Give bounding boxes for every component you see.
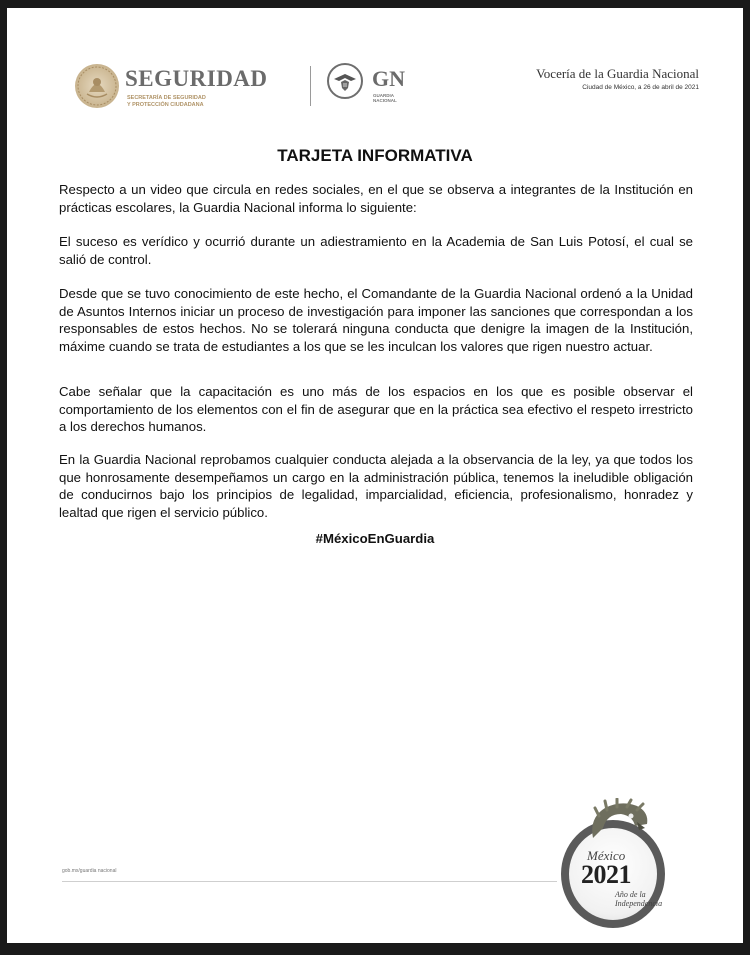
seguridad-subtitle-line1: SECRETARÍA DE SEGURIDAD (127, 95, 206, 101)
document-date: Ciudad de México, a 26 de abril de 2021 (582, 84, 699, 91)
badge-year: 2021 (581, 860, 631, 889)
paragraph-2: El suceso es verídico y ocurrió durante un adiestramiento en la Academia de San Luis Potosí, el cual se salió de control. (59, 234, 693, 267)
office-name: Vocería de la Guardia Nacional (536, 66, 699, 81)
document-title: TARJETA INFORMATIVA (277, 146, 473, 165)
gn-subtitle-line1: GUARDIA (373, 93, 394, 98)
footer-divider (62, 881, 557, 882)
guardia-nacional-logo (327, 60, 437, 114)
seguridad-subtitle (127, 95, 247, 108)
badge-country: México (587, 848, 626, 863)
paragraph-1: Respecto a un video que circula en redes sociales, en el que se observa a integrantes de la Institución en prácticas escolares, la Guardia Nacional informa lo siguiente: (59, 182, 693, 215)
paragraph-5: En la Guardia Nacional reprobamos cualquier conducta alejada a la observancia de la ley, ya que todos los que honrosamente desempeñamos un cargo en la administración pública, tenemos la ineludible obligación de conducirnos bajo los principios de legalidad, imparcialidad, eficiencia, profesionalismo, honradez y lealtad que rigen el servicio público. (59, 452, 693, 520)
document-page (7, 8, 743, 943)
gn-subtitle-line2: NACIONAL (373, 98, 397, 103)
mexico-2021-badge (557, 798, 675, 938)
gn-subtitle (373, 93, 397, 103)
feathered-serpent-icon (585, 798, 655, 850)
badge-caption (615, 890, 665, 908)
paragraph-3: Desde que se tuvo conocimiento de este hecho, el Comandante de la Guardia Nacional ordenó a la Unidad de Asuntos Internos iniciar un proceso de investigación para imponer las sanciones que correspondan a los responsables de estos hechos. No se tolerará ninguna conducta que denigre la imagen de la Institución, máxime cuando se trata de estudiantes a los que se les inculcan los valores que rigen nuestro actuar. (59, 286, 693, 354)
hashtag: #MéxicoEnGuardia (315, 531, 435, 546)
seguridad-logo (75, 62, 305, 116)
badge-caption-line1: Año de la (615, 890, 646, 899)
eagle-emblem-icon (327, 63, 363, 99)
badge-caption-line2: Independencia (615, 899, 663, 908)
header-divider (310, 66, 311, 106)
footer-label: gob.mx/guardia nacional (62, 868, 117, 874)
gn-title: GN (372, 66, 405, 91)
seguridad-title: SEGURIDAD (125, 66, 268, 91)
national-seal-icon (75, 64, 119, 108)
seguridad-subtitle-line2: Y PROTECCIÓN CIUDADANA (127, 101, 204, 108)
paragraph-4: Cabe señalar que la capacitación es uno más de los espacios en los que es posible observar el comportamiento de los elementos con el fin de asegurar que en la práctica sea efectivo el respeto irrestricto a los derechos humanos. (59, 384, 693, 434)
